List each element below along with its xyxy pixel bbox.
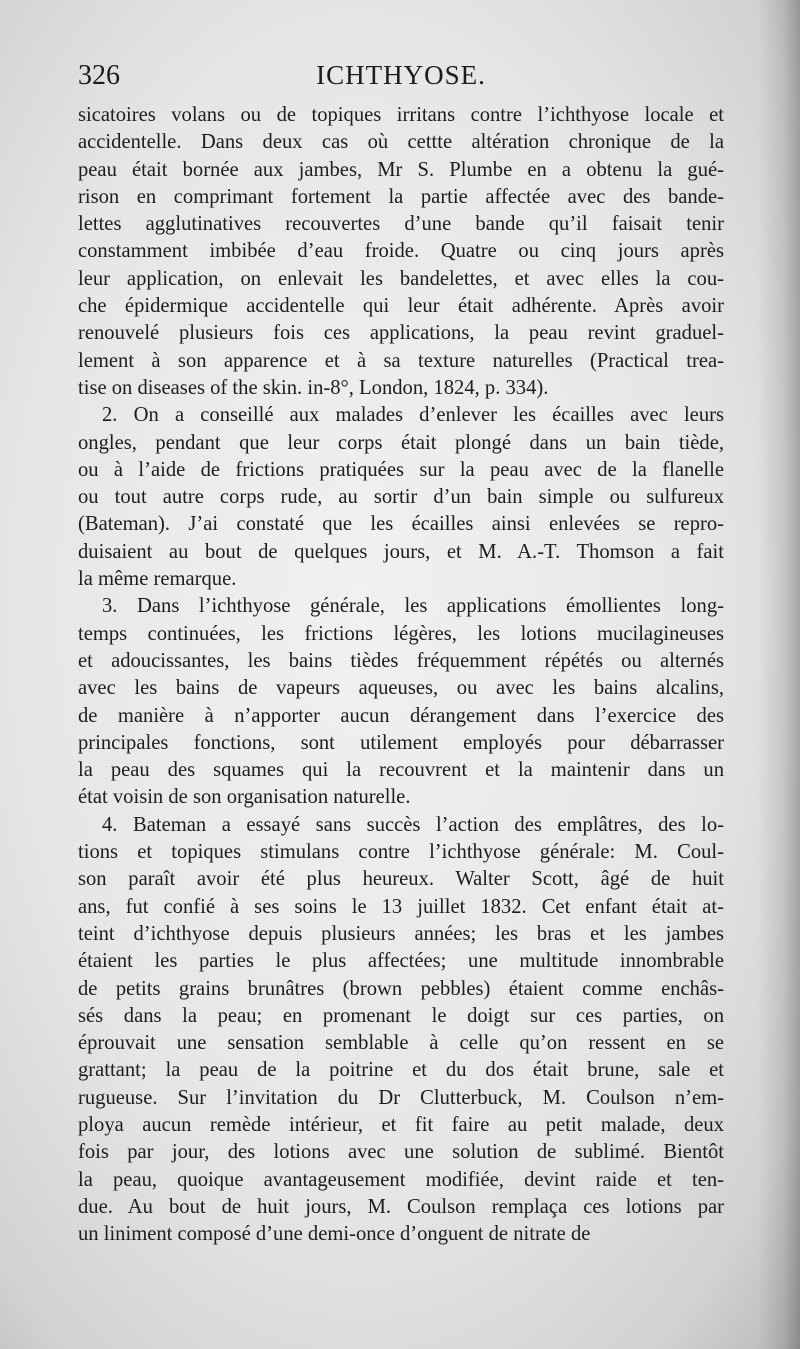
text-line: temps continuées, les frictions légères, les lotions mucilagineuses	[78, 622, 724, 645]
paragraph	[78, 102, 724, 402]
text-line: 3. Dans l’ichthyose générale, les applications émollientes long-	[102, 595, 724, 618]
text-line: lettes agglutinatives recouvertes d’une bande qu’il faisait tenir	[78, 213, 724, 236]
text-line: fois par jour, des lotions avec une solution de sublimé. Bientôt	[78, 1141, 724, 1164]
page-number: 326	[78, 60, 120, 91]
paragraph	[78, 402, 724, 593]
text-line: de manière à n’apporter aucun dérangement dans l’exercice des	[78, 704, 724, 727]
text-line: peau était bornée aux jambes, Mr S. Plumbe en a obtenu la gué-	[78, 158, 724, 181]
paragraph	[78, 593, 724, 811]
page-header	[78, 60, 724, 96]
text-line: accidentelle. Dans deux cas où cettte altération chronique de la	[78, 131, 724, 154]
text-line: ans, fut confié à ses soins le 13 juillet 1832. Cet enfant était at-	[78, 895, 724, 918]
text-line: avec les bains de vapeurs aqueuses, ou avec les bains alcalins,	[78, 677, 724, 700]
text-line: ou tout autre corps rude, au sortir d’un bain simple ou sulfureux	[78, 486, 724, 509]
text-line: duisaient au bout de quelques jours, et M. A.-T. Thomson a fait	[78, 540, 724, 563]
text-line: éprouvait une sensation semblable à celle qu’on ressent en se	[78, 1032, 724, 1055]
text-line: la même remarque.	[78, 568, 237, 591]
text-line: leur application, on enlevait les bandelettes, et avec elles la cou-	[78, 267, 724, 290]
text-line: étaient les parties le plus affectées; une multitude innombrable	[78, 950, 724, 973]
text-line: un liniment composé d’une demi-once d’onguent de nitrate de	[78, 1223, 591, 1246]
text-line: 2. On a conseillé aux malades d’enlever les écailles avec leurs	[102, 404, 724, 427]
text-line: (Bateman). J’ai constaté que les écailles ainsi enlevées se repro-	[78, 513, 724, 536]
text-line: grattant; la peau de la poitrine et du dos était brune, sale et	[78, 1059, 724, 1082]
text-line: sicatoires volans ou de topiques irritans contre l’ichthyose locale et	[78, 104, 724, 126]
text-line: ou à l’aide de frictions pratiquées sur la peau avec de la flanelle	[78, 458, 724, 481]
text-line: rugueuse. Sur l’invitation du Dr Clutterbuck, M. Coulson n’em-	[78, 1086, 724, 1109]
text-line: tions et topiques stimulans contre l’ichthyose générale: M. Coul-	[78, 841, 724, 864]
text-line: tise on diseases of the skin. in-8°, London, 1824, p. 334).	[78, 376, 549, 399]
text-line: principales fonctions, sont utilement employés pour débarrasser	[78, 731, 724, 754]
text-line: 4. Bateman a essayé sans succès l’action des emplâtres, des lo-	[102, 813, 724, 836]
text-line: lement à son apparence et à sa texture naturelles (Practical trea-	[78, 349, 724, 372]
text-line: constamment imbibée d’eau froide. Quatre ou cinq jours après	[78, 240, 724, 263]
text-line: son paraît avoir été plus heureux. Walter Scott, âgé de huit	[78, 868, 724, 891]
running-head: ICHTHYOSE.	[316, 60, 486, 90]
text-line: de petits grains brunâtres (brown pebbles) étaient comme enchâs-	[78, 977, 724, 1000]
text-line: et adoucissantes, les bains tièdes fréquemment répétés ou alternés	[78, 649, 724, 672]
text-line: rison en comprimant fortement la partie affectée avec des bande-	[78, 185, 724, 208]
text-line: che épidermique accidentelle qui leur était adhérente. Après avoir	[78, 295, 724, 318]
text-line: teint d’ichthyose depuis plusieurs années; les bras et les jambes	[78, 922, 724, 945]
text-line: la peau des squames qui la recouvrent et la maintenir dans un	[78, 759, 724, 782]
text-line: due. Au bout de huit jours, M. Coulson remplaça ces lotions par	[78, 1195, 724, 1218]
body-text	[78, 102, 724, 1248]
paragraph	[78, 812, 724, 1249]
text-line: état voisin de son organisation naturelle.	[78, 786, 411, 809]
page-edge-shadow	[758, 0, 800, 1349]
text-line: sés dans la peau; en promenant le doigt sur ces parties, on	[78, 1004, 724, 1027]
text-line: la peau, quoique avantageusement modifiée, devint raide et ten-	[78, 1168, 724, 1191]
text-line: ongles, pendant que leur corps était plongé dans un bain tiède,	[78, 431, 724, 454]
text-line: renouvelé plusieurs fois ces applications, la peau revint graduel-	[78, 322, 724, 345]
text-line: ploya aucun remède intérieur, et fit faire au petit malade, deux	[78, 1113, 724, 1136]
